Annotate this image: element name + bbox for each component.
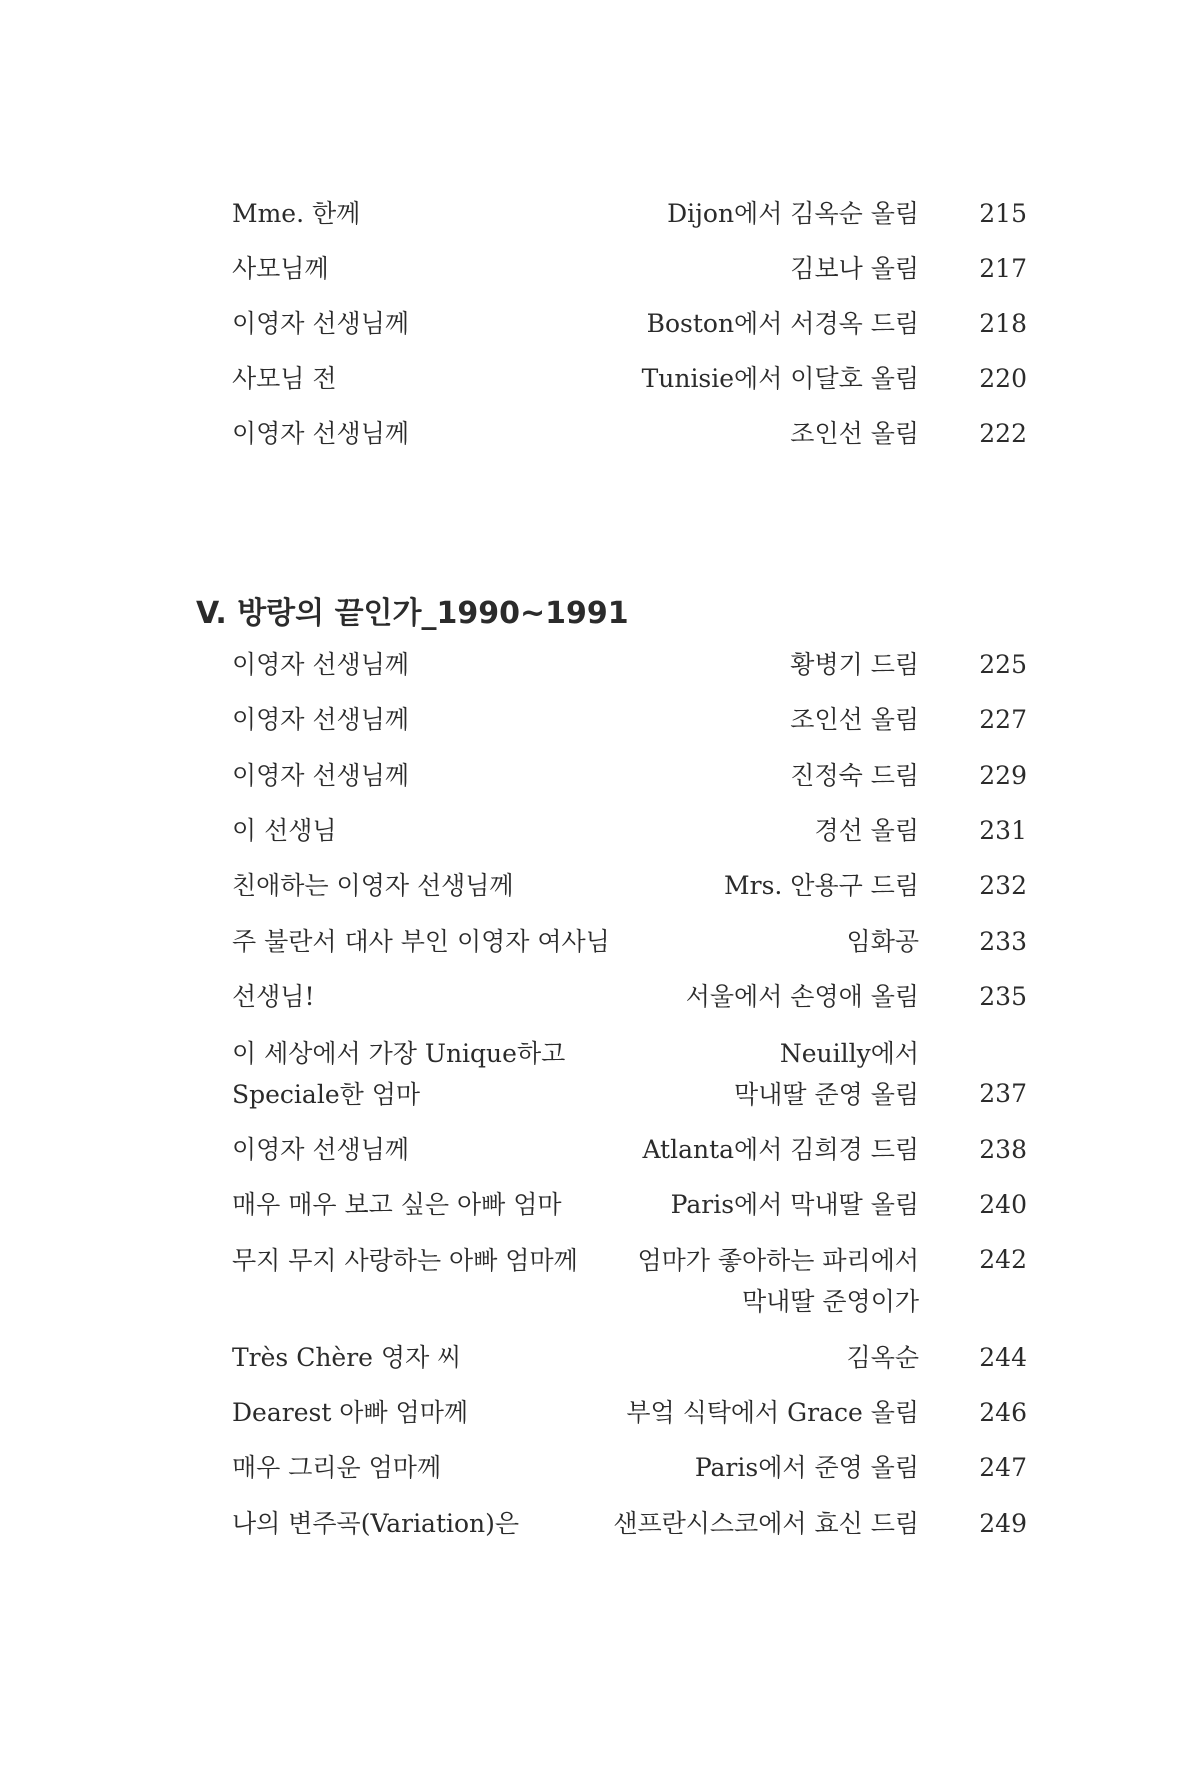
entry-sender: 김보나 올림 [790, 254, 919, 283]
toc-entry [0, 977, 1196, 1017]
entry-sender-line: 막내딸 준영이가 [742, 1287, 919, 1316]
entry-page-number: 220 [979, 364, 1027, 393]
entry-title: 친애하는 이영자 선생님께 [232, 871, 514, 900]
entry-sender [637, 1240, 919, 1322]
section-heading: V. 방랑의 끝인가_1990~1991 [196, 596, 629, 631]
toc-entry [0, 1338, 1196, 1378]
toc-entry [0, 304, 1196, 344]
toc-entry [0, 1130, 1196, 1170]
toc-entry [0, 1504, 1196, 1544]
toc-entry [0, 359, 1196, 399]
toc-entry [0, 1393, 1196, 1433]
entry-page-number: 217 [979, 254, 1027, 283]
entry-title: 선생님! [232, 982, 315, 1011]
entry-sender: Atlanta에서 김희경 드림 [642, 1135, 919, 1164]
entry-title: 이 선생님 [232, 816, 337, 845]
entry-title: 매우 그리운 엄마께 [232, 1453, 442, 1482]
entry-sender: Boston에서 서경옥 드림 [646, 309, 919, 338]
entry-title: 이영자 선생님께 [232, 1135, 409, 1164]
entry-sender: Tunisie에서 이달호 올림 [641, 364, 919, 393]
entry-sender: Paris에서 준영 올림 [694, 1453, 919, 1482]
entry-page-number: 242 [979, 1245, 1027, 1274]
toc-entry [0, 700, 1196, 740]
entry-page-number: 247 [979, 1453, 1027, 1482]
toc-entry [0, 922, 1196, 962]
entry-title: Mme. 한께 [232, 199, 361, 228]
entry-title: 이영자 선생님께 [232, 761, 409, 790]
entry-title: 무지 무지 사랑하는 아빠 엄마께 [232, 1246, 578, 1275]
entry-page-number: 227 [979, 705, 1027, 734]
entry-page-number: 240 [979, 1190, 1027, 1219]
entry-sender: Mrs. 안용구 드림 [724, 871, 919, 900]
entry-sender-line: Neuilly에서 [779, 1039, 919, 1068]
entry-title: 이영자 선생님께 [232, 419, 409, 448]
entry-page-number: 249 [979, 1509, 1027, 1538]
entry-sender: Paris에서 막내딸 올림 [670, 1190, 919, 1219]
entry-sender: 경선 올림 [814, 816, 919, 845]
entry-title: 이영자 선생님께 [232, 705, 409, 734]
entry-page-number: 229 [979, 761, 1027, 790]
entry-sender: 부엌 식탁에서 Grace 올림 [626, 1398, 919, 1427]
entry-sender-line: 엄마가 좋아하는 파리에서 [637, 1246, 919, 1275]
toc-entry [0, 1185, 1196, 1225]
entry-sender [734, 1033, 919, 1115]
toc-entry [0, 414, 1196, 454]
entry-sender-line: 막내딸 준영 올림 [734, 1080, 919, 1109]
entry-title: Dearest 아빠 엄마께 [232, 1398, 469, 1427]
entry-page-number: 233 [979, 927, 1027, 956]
toc-entry [0, 194, 1196, 234]
entry-page-number: 235 [979, 982, 1027, 1011]
entry-page-number: 232 [979, 871, 1027, 900]
entry-page-number: 237 [979, 1079, 1027, 1108]
entry-page-number: 218 [979, 309, 1027, 338]
entry-title: 매우 매우 보고 싶은 아빠 엄마 [232, 1190, 562, 1219]
entry-page-number: 246 [979, 1398, 1027, 1427]
entry-sender: 김옥순 [846, 1343, 919, 1372]
entry-page-number: 244 [979, 1343, 1027, 1372]
entry-title [232, 1033, 565, 1115]
entry-title: Très Chère 영자 씨 [232, 1343, 462, 1372]
entry-sender: 임화공 [846, 927, 919, 956]
toc-entry [0, 1448, 1196, 1488]
entry-sender: Dijon에서 김옥순 올림 [667, 199, 919, 228]
entry-sender: 조인선 올림 [790, 419, 919, 448]
entry-title: 이영자 선생님께 [232, 309, 409, 338]
entry-title: 사모님 전 [232, 364, 337, 393]
toc-entry [0, 756, 1196, 796]
toc-entry [0, 866, 1196, 906]
entry-page-number: 238 [979, 1135, 1027, 1164]
entry-title: 나의 변주곡(Variation)은 [232, 1509, 520, 1538]
entry-sender: 샌프란시스코에서 효신 드림 [613, 1509, 919, 1538]
entry-sender: 진정숙 드림 [790, 761, 919, 790]
toc-entry [0, 1033, 1196, 1115]
toc-entry [0, 249, 1196, 289]
entry-sender: 황병기 드림 [790, 650, 919, 679]
entry-title: 주 불란서 대사 부인 이영자 여사님 [232, 927, 610, 956]
entry-title-line: Speciale한 엄마 [232, 1080, 421, 1109]
entry-title: 이영자 선생님께 [232, 650, 409, 679]
entry-page-number: 222 [979, 419, 1027, 448]
entry-page-number: 215 [979, 199, 1027, 228]
entry-page-number: 231 [979, 816, 1027, 845]
entry-page-number: 225 [979, 650, 1027, 679]
entry-sender: 서울에서 손영애 올림 [685, 982, 919, 1011]
toc-entry [0, 811, 1196, 851]
toc-entry [0, 645, 1196, 685]
entry-title-line: 이 세상에서 가장 Unique하고 [232, 1039, 566, 1068]
entry-title: 사모님께 [232, 254, 329, 283]
toc-entry [0, 1240, 1196, 1322]
entry-sender: 조인선 올림 [790, 705, 919, 734]
